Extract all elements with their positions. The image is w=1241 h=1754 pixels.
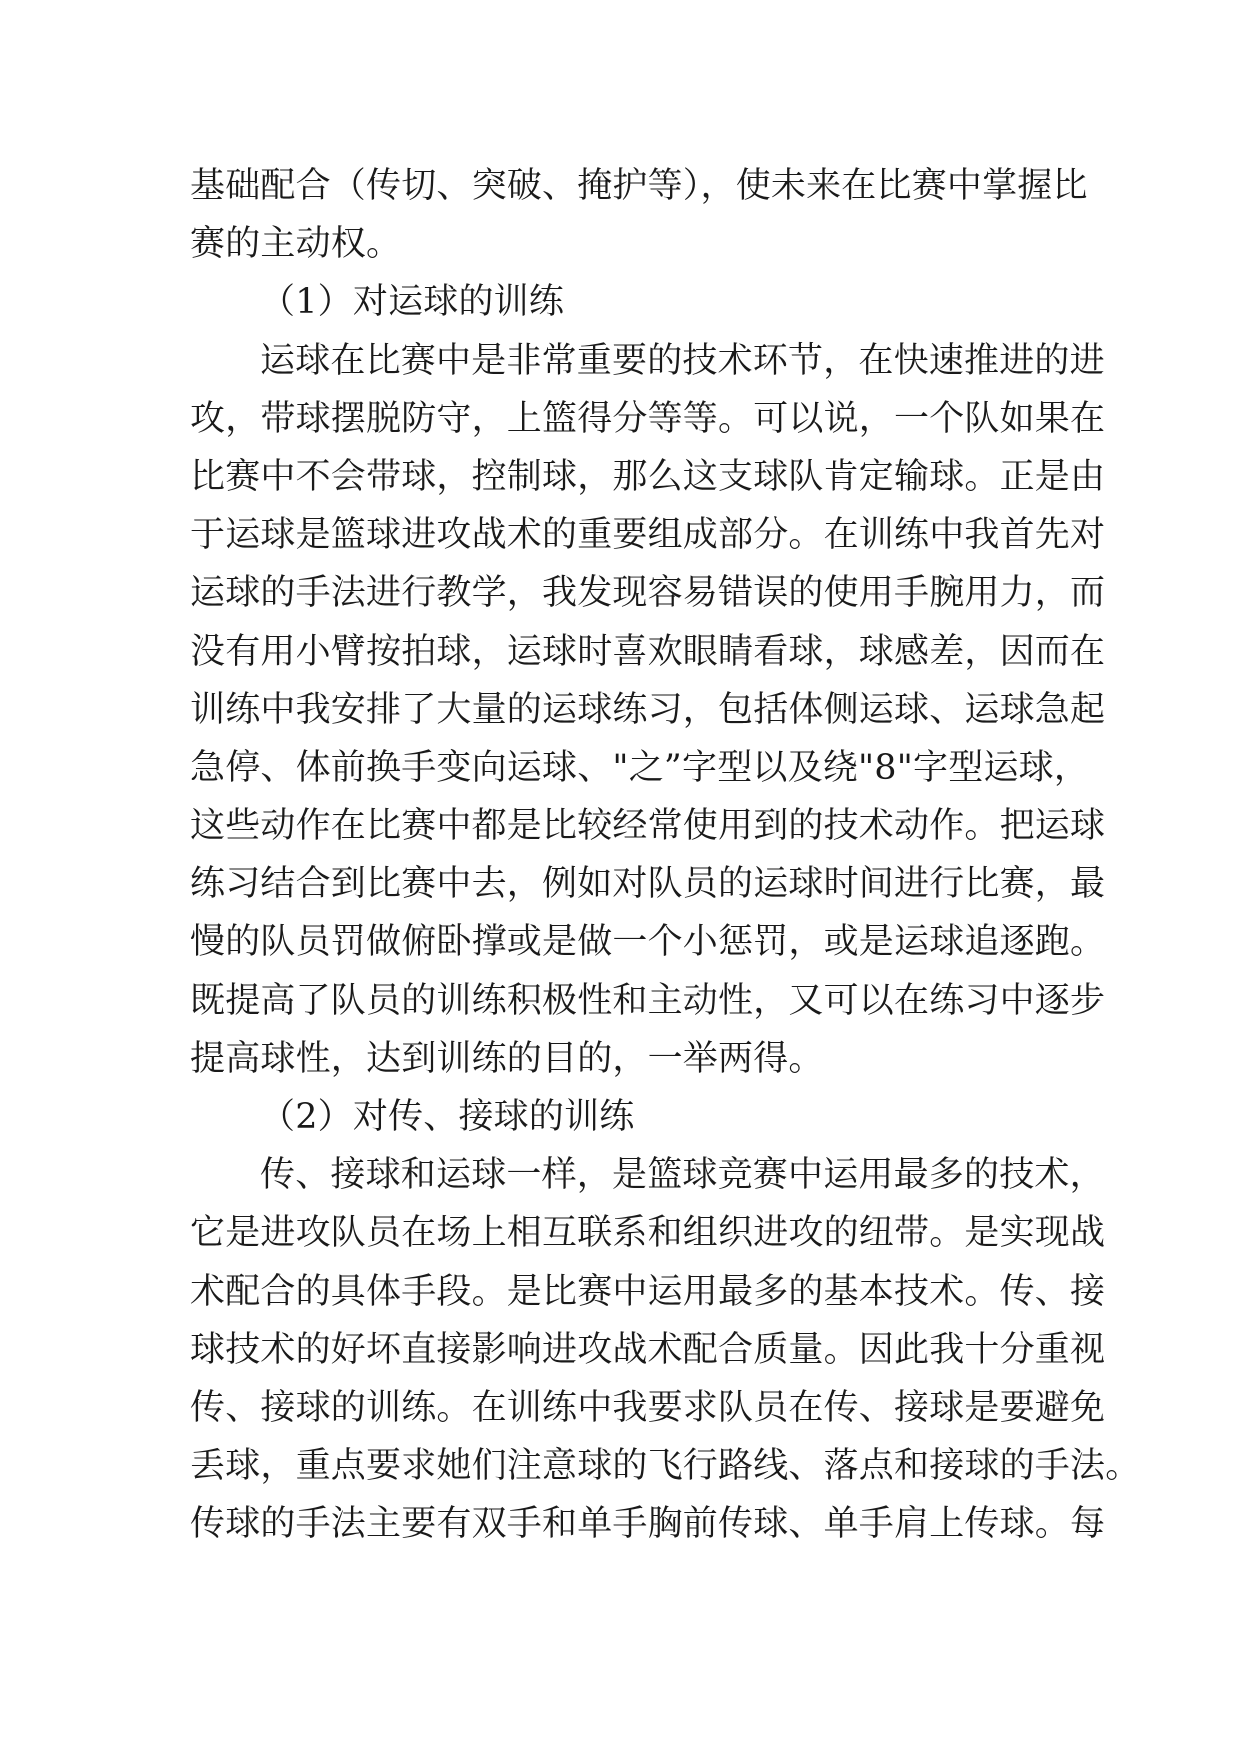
text-line: 既提高了队员的训练积极性和主动性，又可以在练习中逐步 <box>190 980 1106 1021</box>
text-line: 丢球，重点要求她们注意球的飞行路线、落点和接球的手法。 <box>190 1446 1141 1487</box>
text-line: 比赛中不会带球，控制球，那么这支球队肯定输球。正是由 <box>190 456 1106 497</box>
text-line: 这些动作在比赛中都是比较经常使用到的技术动作。把运球 <box>190 806 1106 847</box>
text-line: （1）对运球的训练 <box>260 282 565 323</box>
text-line: 提高球性，达到训练的目的，一举两得。 <box>190 1038 824 1079</box>
text-line: 基础配合（传切、突破、掩护等），使未来在比赛中掌握比 <box>190 166 1088 206</box>
text-line: （2）对传、接球的训练 <box>260 1097 635 1137</box>
text-line: 赛的主动权。 <box>190 224 402 265</box>
text-line: 传、接球和运球一样，是篮球竞赛中运用最多的技术， <box>260 1155 1105 1196</box>
text-line: 训练中我安排了大量的运球练习，包括体侧运球、运球急起 <box>190 689 1106 730</box>
text-line: 运球在比赛中是非常重要的技术环节，在快速推进的进 <box>260 340 1105 381</box>
text-line: 慢的队员罚做俯卧撑或是做一个小惩罚，或是运球追逐跑。 <box>190 922 1106 963</box>
text-line: 运球的手法进行教学，我发现容易错误的使用手腕用力，而 <box>190 573 1106 614</box>
text-line: 急停、体前换手变向运球、"之”字型以及绕"8"字型运球， <box>190 747 1090 788</box>
text-line: 于运球是篮球进攻战术的重要组成部分。在训练中我首先对 <box>190 515 1106 556</box>
text-line: 传球的手法主要有双手和单手胸前传球、单手肩上传球。每 <box>190 1504 1106 1545</box>
text-line: 攻，带球摆脱防守，上篮得分等等。可以说，一个队如果在 <box>190 398 1106 439</box>
text-line: 球技术的好坏直接影响进攻战术配合质量。因此我十分重视 <box>190 1329 1106 1370</box>
text-line: 术配合的具体手段。是比赛中运用最多的基本技术。传、接 <box>190 1271 1106 1312</box>
body-text <box>190 157 1141 1554</box>
text-line: 传、接球的训练。在训练中我要求队员在传、接球是要避免 <box>190 1387 1106 1428</box>
text-line: 没有用小臂按拍球，运球时喜欢眼睛看球，球感差，因而在 <box>190 631 1106 672</box>
text-line: 练习结合到比赛中去，例如对队员的运球时间进行比赛，最 <box>190 864 1106 905</box>
text-line: 它是进攻队员在场上相互联系和组织进攻的纽带。是实现战 <box>190 1213 1106 1254</box>
